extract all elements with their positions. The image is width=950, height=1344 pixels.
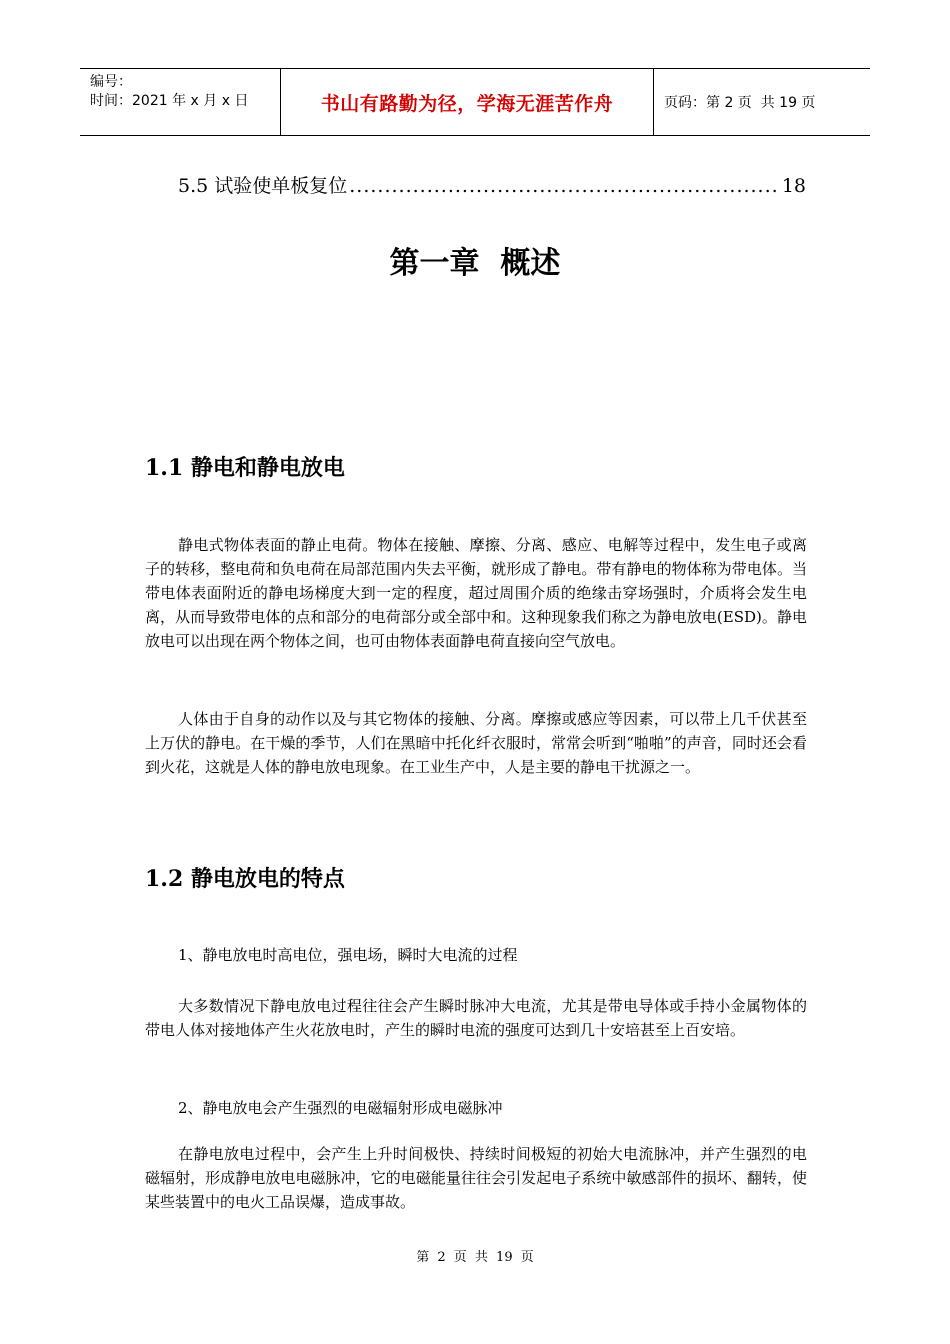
header-motto: 书山有路勤为径，学海无涯苦作舟 [281,69,654,135]
toc-leader-dots [349,175,780,197]
list-item: 2、静电放电会产生强烈的电磁辐射形成电磁脉冲 [178,1099,503,1117]
page-footer: 第 2 页 共 19 页 [416,1250,534,1265]
toc-entry-title: 5.5 试验使单板复位 [178,175,348,197]
section-heading-1-2: 1.2 静电放电的特点 [145,866,345,892]
toc-entry-page: 18 [781,175,806,197]
body-paragraph: 静电式物体表面的静止电荷。物体在接触、摩擦、分离、感应、电解等过程中，发生电子或离子的转移，整电荷和负电荷在局部范围内失去平衡，就形成了静电。带有静电的物体称为带电体。当带电体表面附近的静电场梯度大到一定的程度，超过周围介质的绝缘击穿场强时，介质将会发生电离，从而导致带电体的点和部分的电荷部分或全部中和。这种现象我们称之为静电放电(ESD)。静电放电可以出现在两个物体之间，也可由物体表面静电荷直接向空气放电。 [145,536,807,650]
body-paragraph: 人体由于自身的动作以及与其它物体的接触、分离。摩擦或感应等因素，可以带上几千伏甚至上万伏的静电。在干燥的季节，人们在黑暗中托化纤衣服时，常常会听到“啪啪”的声音，同时还会看到火花，这就是人体的静电放电现象。在工业生产中，人是主要的静电干扰源之一。 [145,710,807,776]
header-meta-cell [80,69,281,135]
section-heading-1-1: 1.1 静电和静电放电 [145,455,345,481]
body-paragraph: 在静电放电过程中，会产生上升时间极快、持续时间极短的初始大电流脉冲，并产生强烈的电磁辐射，形成静电放电电磁脉冲，它的电磁能量往往会引发起电子系统中敏感部件的损坏、翻转，使某些装置中的电火工品误爆，造成事故。 [145,1145,807,1211]
number-label: 编号： [90,74,132,90]
document-header [80,68,870,136]
toc-entry [178,171,806,198]
header-page-info: 页码：第 2 页 共 19 页 [664,95,816,111]
body-paragraph: 大多数情况下静电放电过程往往会产生瞬时脉冲大电流，尤其是带电导体或手持小金属物体的带电人体对接地体产生火花放电时，产生的瞬时电流的强度可达到几十安培甚至上百安培。 [145,997,807,1039]
time-label: 时间：2021 年 x 月 x 日 [90,93,249,109]
list-item: 1、静电放电时高电位，强电场，瞬时大电流的过程 [178,946,518,964]
chapter-title: 第一章 概述 [389,246,561,281]
